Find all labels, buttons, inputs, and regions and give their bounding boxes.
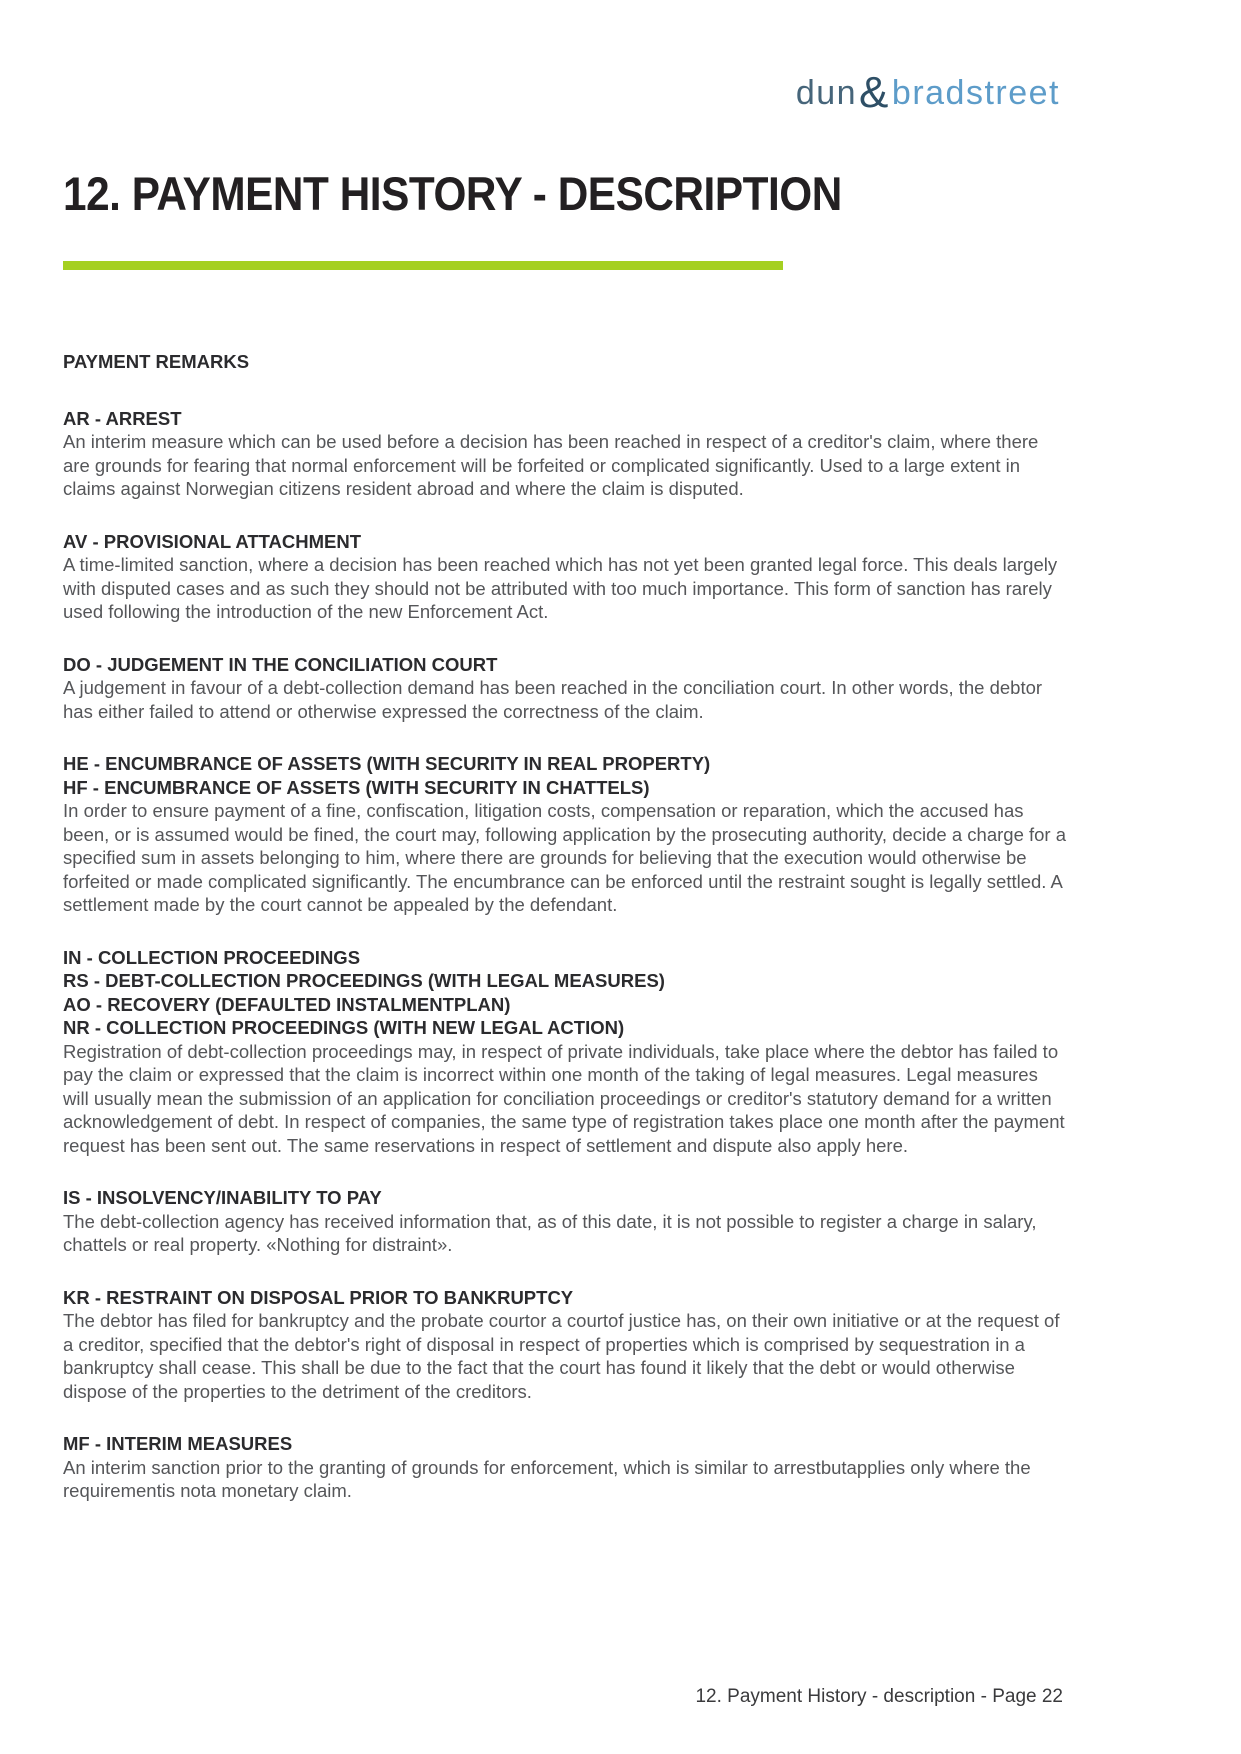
section-body: The debtor has filed for bankruptcy and the probate courtor a courtof justice has, on their own initiative or at the request of a creditor, specified that the debtor's right of disposal in respect of properties which is comprised by sequestration in a bankruptcy shall cease. This shall be due to the fact that the court has found it likely that the debt or would otherwise dispose of the properties to the detriment of the creditors. (63, 1310, 1060, 1402)
logo-dun-text: dun (795, 74, 858, 112)
section-is-insolvency (63, 1186, 1067, 1257)
section-body: In order to ensure payment of a fine, confiscation, litigation costs, compensation or reparation, which the accused has been, or is assumed would be fined, the court may, following application by the prosecuting authority, decide a charge for a specified sum in assets belonging to him, where there are grounds for believing that the execution would otherwise be forfeited or made complicated significantly. The encumbrance can be enforced until the restraint sought is legally settled. A settlement made by the court cannot be appealed by the defendant. (63, 800, 1067, 915)
section-heading: KR - RESTRAINT ON DISPOSAL PRIOR TO BANKRUPTCY (63, 1286, 574, 1308)
content-column (63, 350, 1067, 1532)
section-body: An interim sanction prior to the granting of grounds for enforcement, which is similar to arrestbutapplies only where the requirementis nota monetary claim. (63, 1456, 1031, 1501)
title-underline-accent (63, 261, 783, 270)
section-heading: AV - PROVISIONAL ATTACHMENT (63, 530, 362, 552)
section-heading: AR - ARREST (63, 407, 182, 429)
section-heading: NR - COLLECTION PROCEEDINGS (WITH NEW LEGAL ACTION) (63, 1017, 625, 1038)
section-ar-arrest (63, 407, 1067, 501)
section-kr-restraint-disposal (63, 1286, 1067, 1404)
section-body: Registration of debt-collection proceedings may, in respect of private individuals, take place where the debtor has failed to pay the claim or expressed that the claim is incorrect within one month of the taking of legal measures. Legal measures will usually mean the submission of an application for conciliation proceedings or creditor's statutory demand for a written acknowledgement of debt. In respect of companies, the same type of registration takes place one month after the payment request has been sent out. The same reservations in respect of settlement and dispute also apply here. (63, 1040, 1065, 1156)
logo-ampersand-icon: & (859, 68, 890, 117)
section-body: An interim measure which can be used before a decision has been reached in respect of a creditor's claim, where there are grounds for fearing that normal enforcement will be forfeited or complicated significantly. Used to a large extent in claims against Norwegian citizens resident abroad and where the claim is disputed. (63, 431, 1039, 499)
logo-bradstreet-text: bradstreet (891, 74, 1060, 112)
section-body: The debt-collection agency has received information that, as of this date, it is not possible to register a charge in salary, chattels or real property. «Nothing for distraint». (63, 1210, 1037, 1255)
section-heading: DO - JUDGEMENT IN THE CONCILIATION COURT (63, 653, 498, 675)
payment-remarks-heading: PAYMENT REMARKS (63, 351, 250, 372)
section-body: A time-limited sanction, where a decision has been reached which has not yet been granted legal force. This deals largely with disputed cases and as such they should not be attributed with too much importance. This form of sanction has rarely used following the introduction of the new Enforcement Act. (63, 554, 1058, 622)
section-heading: AO - RECOVERY (DEFAULTED INSTALMENTPLAN) (63, 993, 511, 1015)
section-do-judgement-conciliation-court (63, 653, 1067, 724)
section-heading: HE - ENCUMBRANCE OF ASSETS (WITH SECURITY IN REAL PROPERTY) (63, 753, 711, 774)
section-mf-interim-measures (63, 1432, 1067, 1503)
section-av-provisional-attachment (63, 530, 1067, 624)
section-heading: HF - ENCUMBRANCE OF ASSETS (WITH SECURITY IN CHATTELS) (63, 776, 650, 798)
section-heading: IS - INSOLVENCY/INABILITY TO PAY (63, 1187, 382, 1208)
section-heading: RS - DEBT-COLLECTION PROCEEDINGS (WITH LEGAL MEASURES) (63, 970, 665, 991)
section-heading: MF - INTERIM MEASURES (63, 1433, 293, 1454)
section-body: A judgement in favour of a debt-collection demand has been reached in the conciliation court. In other words, the debtor has either failed to attend or otherwise expressed the correctness of the claim. (63, 677, 1043, 722)
page-title: 12. PAYMENT HISTORY - DESCRIPTION (63, 167, 842, 220)
section-he-hf-encumbrance (63, 752, 1067, 917)
section-in-rs-ao-nr-collection (63, 946, 1067, 1158)
page-footer: 12. Payment History - description - Page 22 (695, 1686, 1063, 1707)
section-heading: IN - COLLECTION PROCEEDINGS (63, 946, 361, 968)
dun-bradstreet-logo (795, 68, 1060, 117)
